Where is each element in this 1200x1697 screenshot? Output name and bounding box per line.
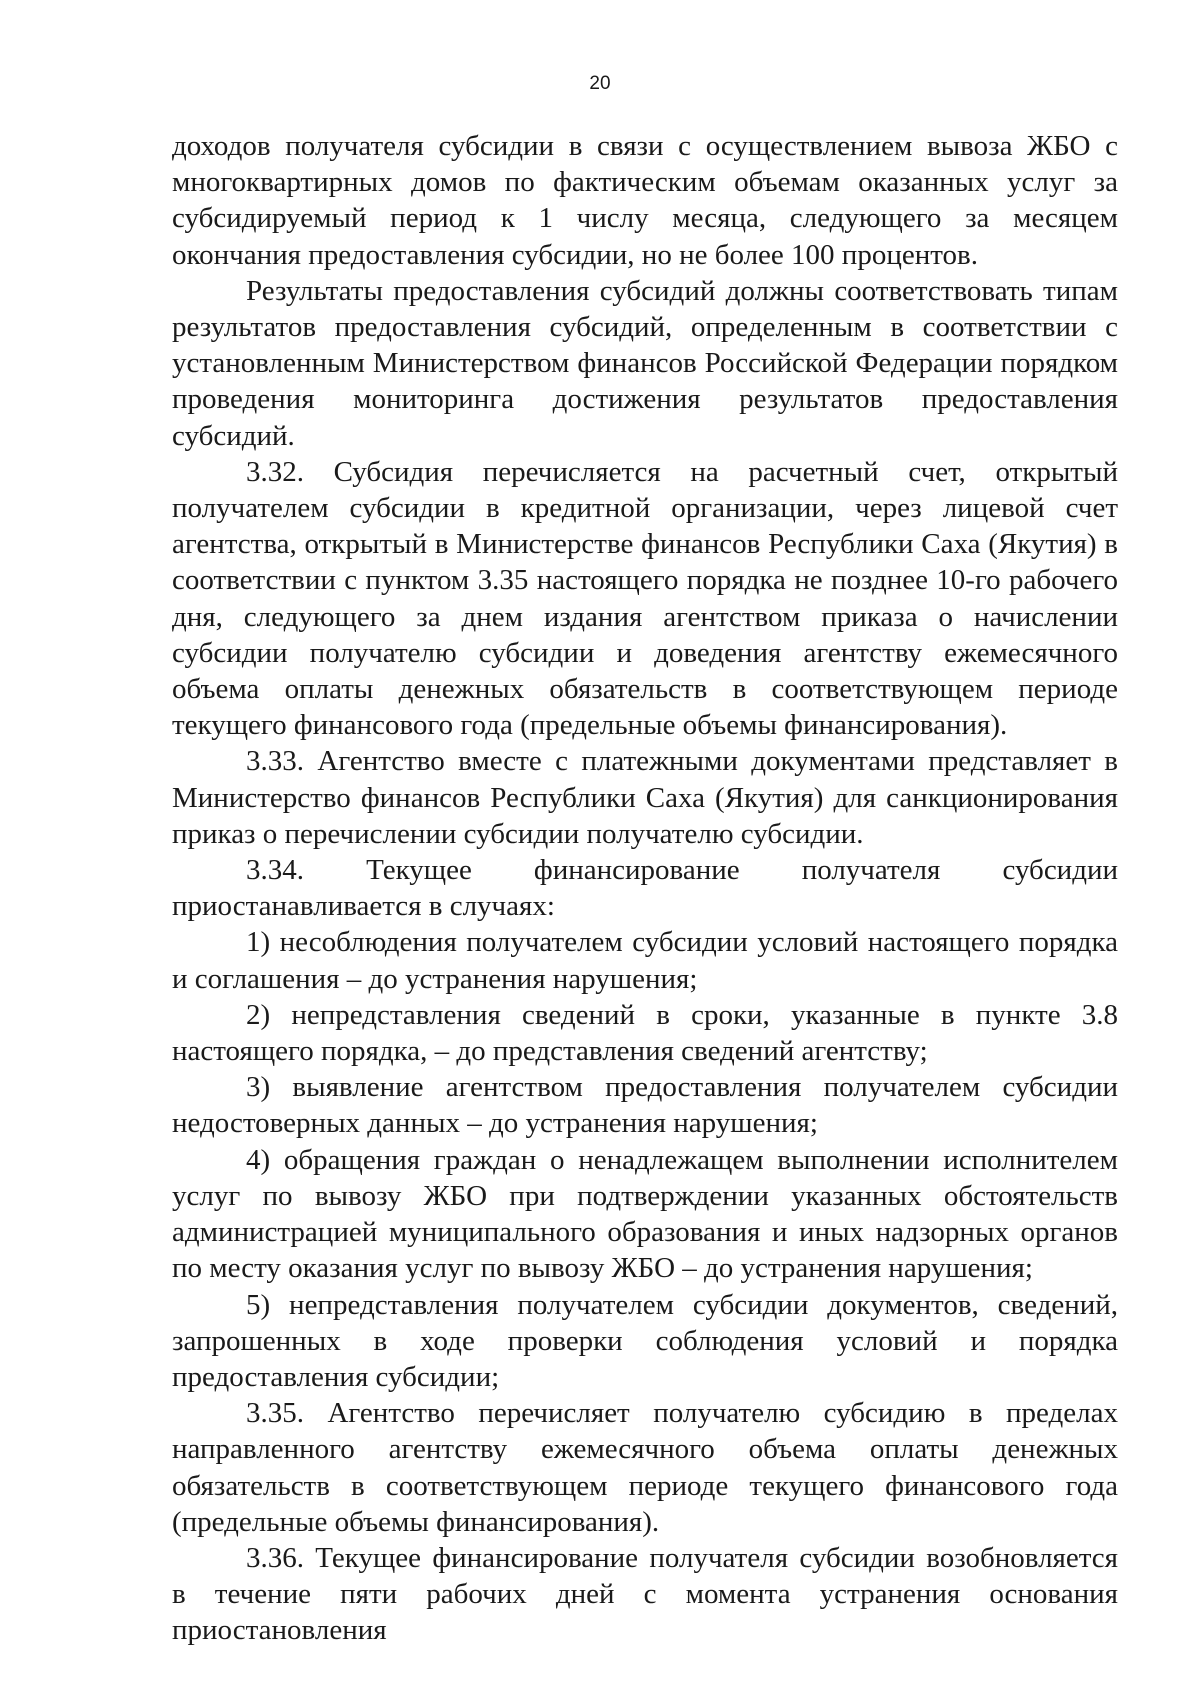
list-item-4: 4) обращения граждан о ненадлежащем выполнении исполнителем услуг по вывозу ЖБО при подтверждении указанных обстоятельств администрацией муниципального образования и иных надзорных органов по месту оказания услуг по вывозу ЖБО – до устранения нарушения; (172, 1143, 1118, 1285)
list-item-2: 2) непредставления сведений в сроки, указанные в пункте 3.8 настоящего порядка, – до представления сведений агентству; (172, 998, 1118, 1068)
paragraph-3-32: 3.32. Субсидия перечисляется на расчетный счет, открытый получателем субсидии в кредитной организации, через лицевой счет агентства, открытый в Министерстве финансов Республики Саха (Якутия) в соответствии с пунктом 3.35 настоящего порядка не позднее 10-го рабочего дня, следующего за днем издания агентством приказа о начислении субсидии получателю субсидии и доведения агентству ежемесячного объема оплаты денежных обязательств в соответствующем периоде текущего финансового года (предельные объемы финансирования). (172, 455, 1118, 742)
paragraph-income-continuation: доходов получателя субсидии в связи с осуществлением вывоза ЖБО с многоквартирных домов по фактическим объемам оказанных услуг за субсидируемый период к 1 числу месяца, следующего за месяцем окончания предоставления субсидии, но не более 100 процентов. (172, 130, 1118, 271)
list-item-3: 3) выявление агентством предоставления получателем субсидии недостоверных данных – до устранения нарушения; (172, 1071, 1118, 1140)
paragraph-3-34: 3.34. Текущее финансирование получателя субсидии приостанавливается в случаях: (172, 854, 1118, 923)
paragraph-3-36: 3.36. Текущее финансирование получателя субсидии возобновляется в течение пяти рабочих дней с момента устранения основания приостановления (172, 1541, 1118, 1647)
list-item-1: 1) несоблюдения получателем субсидии условий настоящего порядка и соглашения – до устранения нарушения; (172, 926, 1118, 995)
list-item-5: 5) непредставления получателем субсидии документов, сведений, запрошенных в ходе проверки соблюдения условий и порядка предоставления субсидии; (172, 1288, 1118, 1393)
paragraph-3-33: 3.33. Агентство вместе с платежными документами представляет в Министерство финансов Республики Саха (Якутия) для санкционирования приказ о перечислении субсидии получателю субсидии. (172, 745, 1118, 850)
page-number: 20 (589, 73, 611, 94)
document-body (172, 128, 1118, 1649)
paragraph-3-35: 3.35. Агентство перечисляет получателю субсидию в пределах направленного агентству ежемесячного объема оплаты денежных обязательств в соответствующем периоде текущего финансового года (предельные объемы финансирования). (172, 1397, 1118, 1538)
paragraph-results: Результаты предоставления субсидий должны соответствовать типам результатов предоставления субсидий, определенным в соответствии с установленным Министерством финансов Российской Федерации порядком проведения мониторинга достижения результатов предоставления субсидий. (172, 274, 1118, 452)
